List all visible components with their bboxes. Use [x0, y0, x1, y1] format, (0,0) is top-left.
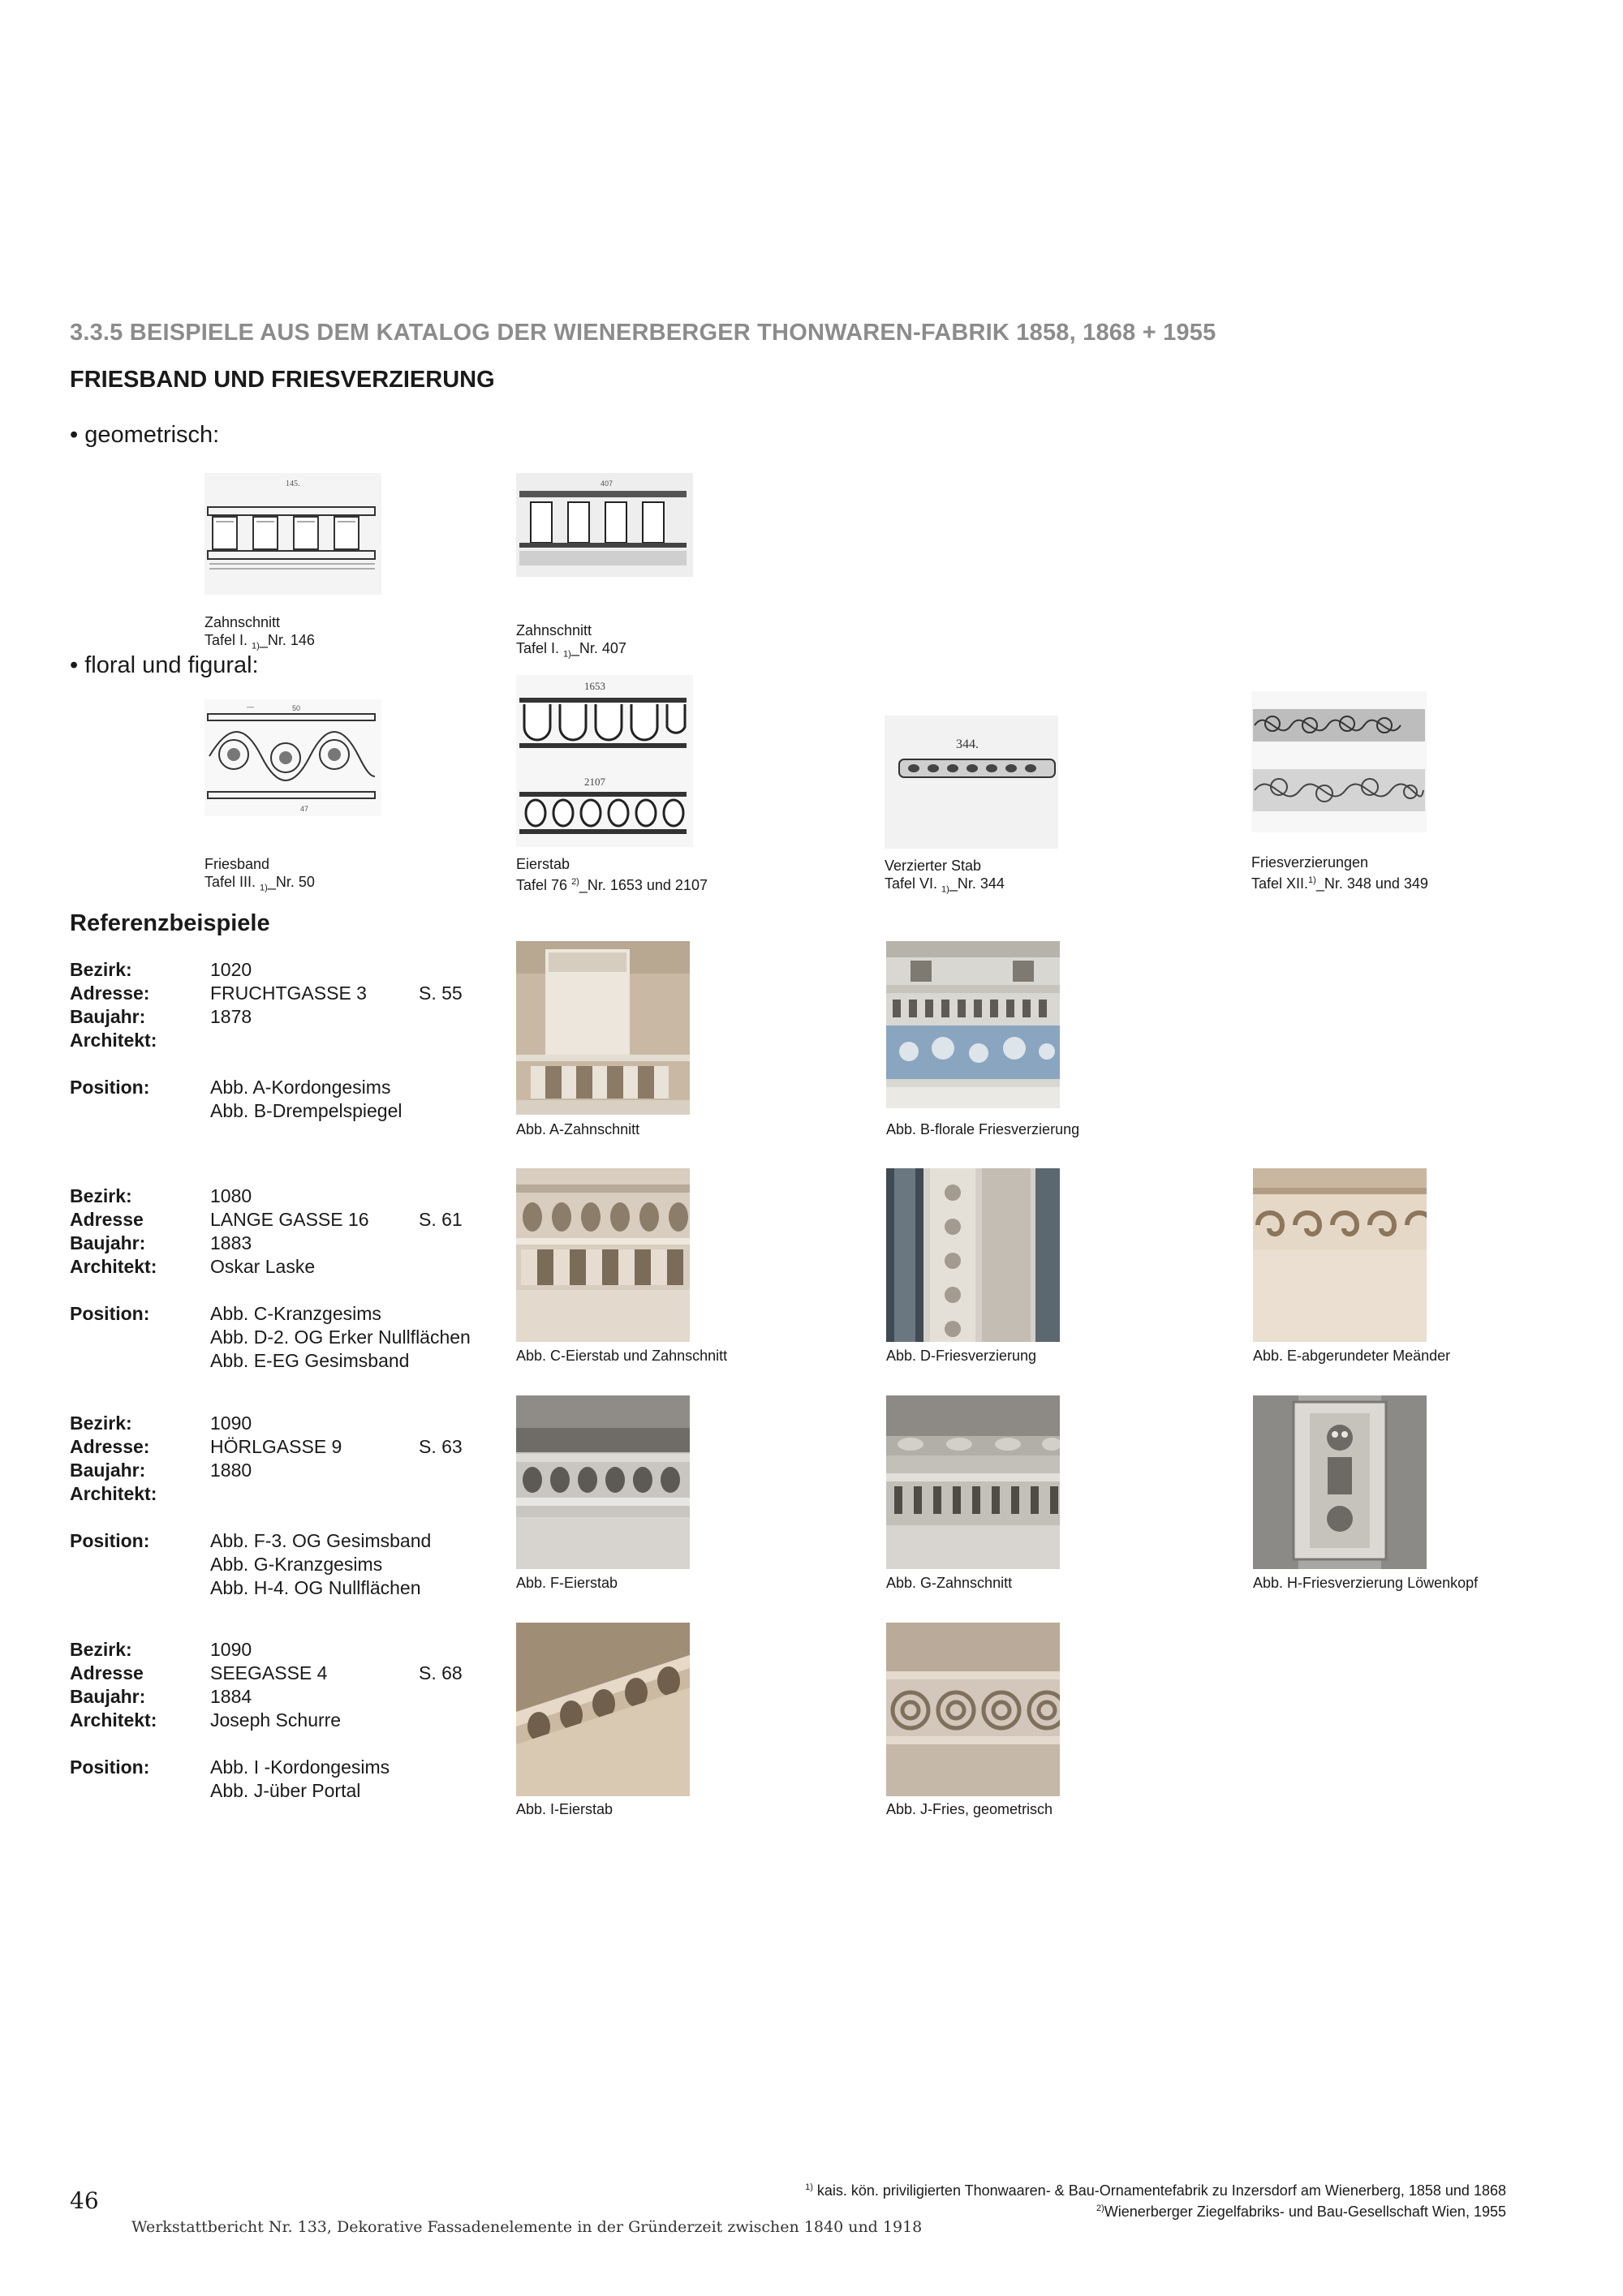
- svg-text:47: 47: [300, 805, 309, 813]
- photo-d-friesverzierung: [886, 1168, 1060, 1342]
- catalog-drawing-eierstab-1653-2107: [516, 675, 693, 847]
- photo-caption-i: Abb. I-Eierstab: [516, 1801, 613, 1817]
- photo-caption-j: Abb. J-Fries, geometrisch: [886, 1801, 1053, 1817]
- footer-text: Werkstattbericht Nr. 133, Dekorative Fassadenelemente in der Gründerzeit zwischen 1840 und 1918: [131, 2218, 923, 2236]
- photo-g-zahnschnitt: [886, 1395, 1060, 1569]
- photo-caption-h: Abb. H-Friesverzierung Löwenkopf: [1253, 1575, 1479, 1591]
- photo-h-friesverzierung-loewenkopf: [1253, 1395, 1427, 1569]
- reference-block-lange-gasse: Bezirk: 1080 Adresse LANGE GASSE 16 S. 61 Baujahr: 1883 Architekt: Oskar Laske Position: Abb. C-Kranzgesims Abb. D-2. OG Erker Nullflächen Abb. E-EG Gesimsband: [70, 1185, 471, 1371]
- catalog-drawing-friesband-50: [204, 699, 381, 816]
- photo-caption-g: Abb. G-Zahnschnitt: [886, 1575, 1013, 1591]
- catalog-caption-friesverzierungen: Friesverzierungen Tafel XII.$^{1)}$_Nr. 348 und 349: [1251, 854, 1428, 892]
- catalog-drawing-label: 1653: [584, 680, 605, 692]
- section-title: 3.3.5 BEISPIELE AUS DEM KATALOG DER WIENERBERGER THONWAREN-FABRIK 1858, 1868 + 1955: [70, 320, 1216, 346]
- catalog-drawing-friesverzierungen-348-349: [1251, 691, 1427, 832]
- photo-caption-e: Abb. E-abgerundeter Meänder: [1253, 1348, 1451, 1364]
- catalog-drawing-label: 2107: [584, 776, 605, 788]
- footnote-1: $^{1)}$ kais. kön. priviligierten Thonwaaren- & Bau-Ornamentefabrik zu Inzersdorf am Wienerberg, 1858 und 1868: [805, 2182, 1506, 2199]
- catalog-drawing-label: 407: [601, 479, 613, 488]
- photo-e-abgerundeter-meander: [1253, 1168, 1427, 1342]
- catalog-caption-eierstab: Eierstab Tafel 76 $^{2)}$_Nr. 1653 und 2107: [516, 856, 708, 893]
- photo-j-fries-geometrisch: [886, 1623, 1060, 1796]
- bullet-floral: • floral und figural:: [70, 652, 259, 678]
- reference-block-fruchtgasse: Bezirk: 1020 Adresse: FRUCHTGASSE 3 S. 55 Baujahr: 1878 Architekt: Position: Abb. A-Kordongesims Abb. B-Drempelspiegel: [70, 959, 463, 1121]
- reference-block-seegasse: Bezirk: 1090 Adresse SEEGASSE 4 S. 68 Baujahr: 1884 Architekt: Joseph Schurre Position: Abb. I -Kordongesims Abb. J-über Portal: [70, 1639, 463, 1801]
- page-subtitle: FRIESBAND UND FRIESVERZIERUNG: [70, 367, 495, 393]
- catalog-drawing-zahnschnitt-146: [204, 473, 381, 595]
- catalog-caption-zahnschnitt-407: Zahnschnitt Tafel I. $_{1)}$_Nr. 407: [516, 622, 626, 660]
- catalog-drawing-zahnschnitt-407: [516, 473, 693, 577]
- photo-caption-d: Abb. D-Friesverzierung: [886, 1348, 1037, 1364]
- bullet-geometric: • geometrisch:: [70, 422, 220, 448]
- footnote-2: $^{2)}$Wienerberger Ziegelfabriks- und Bau-Gesellschaft Wien, 1955: [1096, 2204, 1506, 2220]
- catalog-caption-verzierter-stab: Verzierter Stab Tafel VI. $_{1)}$_Nr. 344: [885, 858, 1005, 895]
- photo-caption-a: Abb. A-Zahnschnitt: [516, 1121, 640, 1137]
- photo-caption-c: Abb. C-Eierstab und Zahnschnitt: [516, 1348, 728, 1364]
- catalog-drawing-label: 50: [292, 704, 301, 712]
- page-number: 46: [70, 2187, 99, 2214]
- catalog-drawing-label: 145.: [286, 479, 300, 488]
- photo-a-zahnschnitt: [516, 941, 690, 1115]
- photo-caption-b: Abb. B-florale Friesverzierung: [886, 1121, 1080, 1137]
- catalog-caption-zahnschnitt-146: Zahnschnitt Tafel I. $_{1)}$_Nr. 146: [204, 614, 315, 651]
- photo-f-eierstab: [516, 1395, 690, 1569]
- photo-c-eierstab-und-zahnschnitt: [516, 1168, 690, 1342]
- photo-b-florale-friesverzierung: [886, 941, 1060, 1108]
- photo-i-eierstab: [516, 1623, 690, 1796]
- catalog-drawing-verzierter-stab-344: [885, 716, 1058, 849]
- svg-text:—: —: [247, 703, 254, 711]
- photo-caption-f: Abb. F-Eierstab: [516, 1575, 618, 1591]
- catalog-drawing-label: 344.: [956, 737, 979, 751]
- references-heading: Referenzbeispiele: [70, 910, 270, 936]
- catalog-caption-friesband-50: Friesband Tafel III. $_{1)}$_Nr. 50: [204, 856, 315, 893]
- reference-block-hoerlgasse: Bezirk: 1090 Adresse: HÖRLGASSE 9 S. 63 Baujahr: 1880 Architekt: Position: Abb. F-3. OG Gesimsband Abb. G-Kranzgesims Abb. H-4. OG Nullflächen: [70, 1412, 463, 1598]
